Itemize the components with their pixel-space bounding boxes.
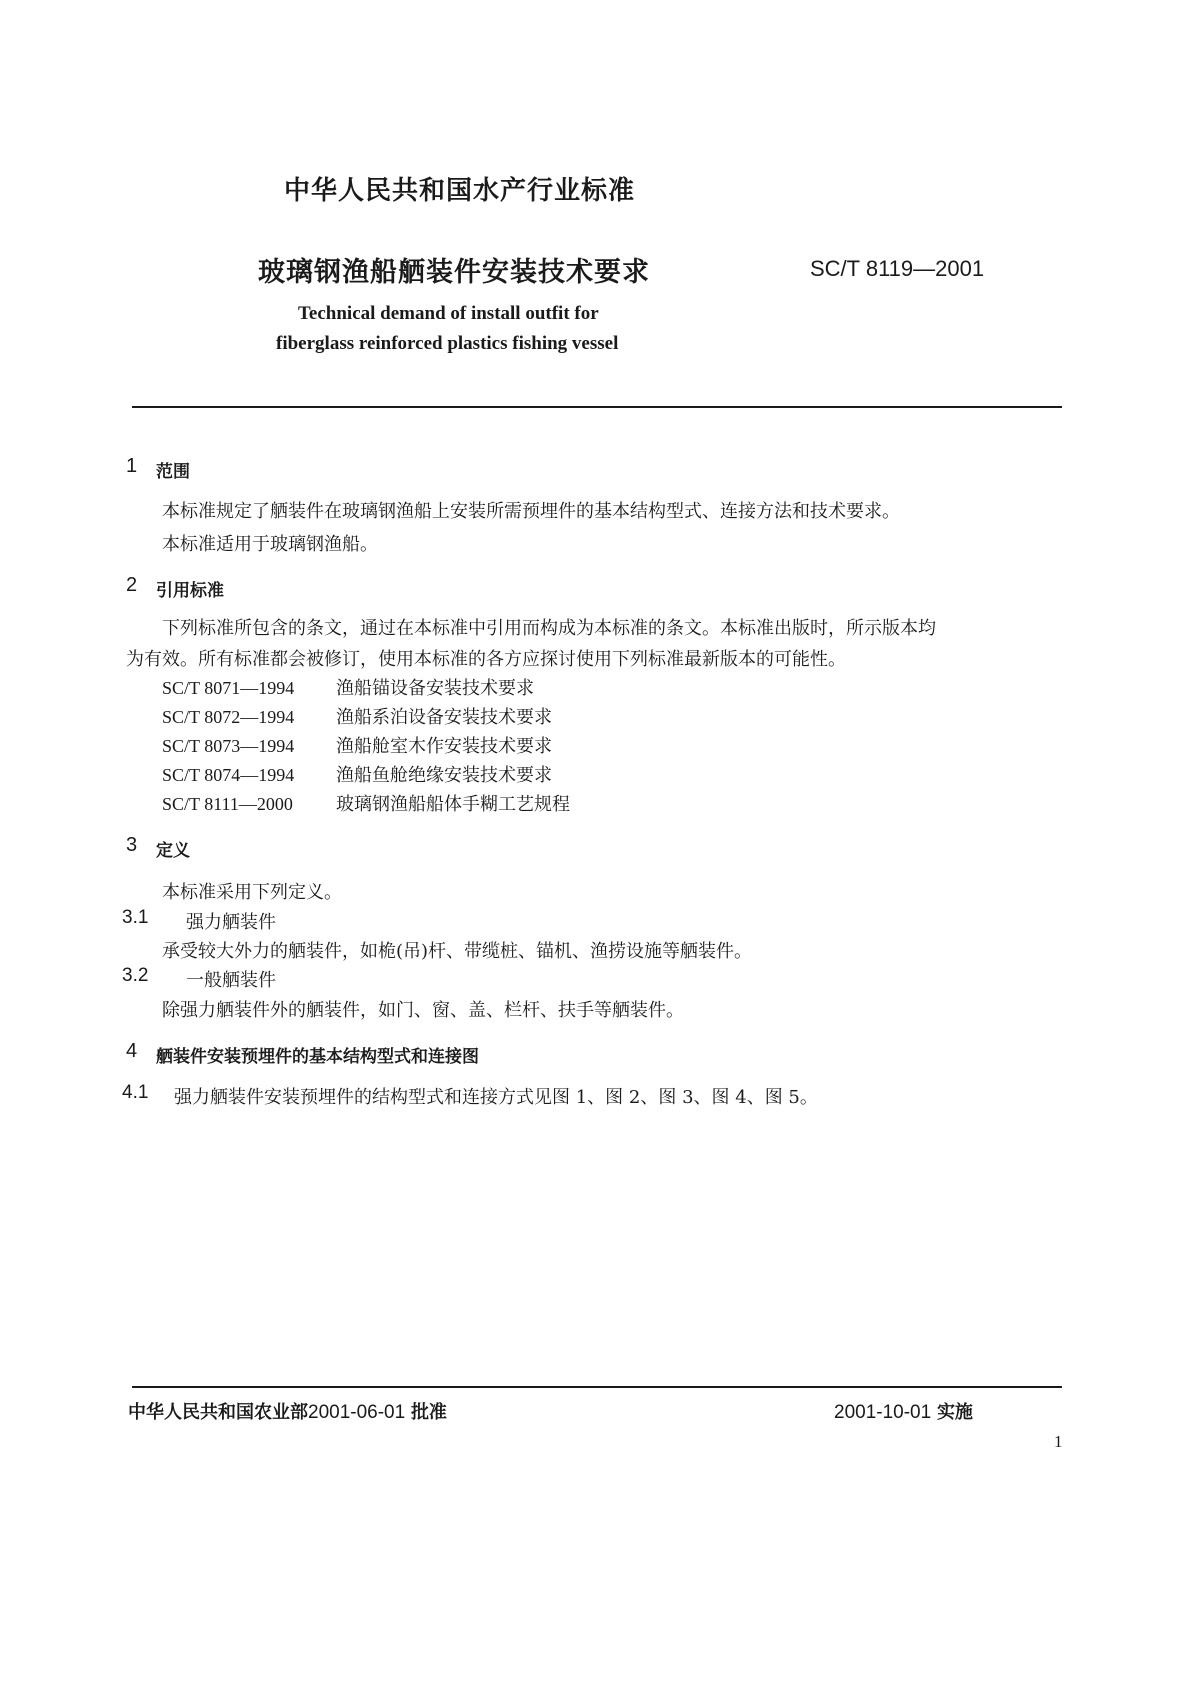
section-3-number: 3 bbox=[126, 834, 138, 856]
reference-code: SC/T 8073—1994 bbox=[162, 736, 295, 756]
reference-name: 渔船系泊设备安装技术要求 bbox=[336, 707, 552, 728]
effective-line bbox=[834, 1398, 973, 1424]
document-title-cn: 玻璃钢渔船舾装件安装技术要求 bbox=[258, 257, 650, 288]
approval-line bbox=[128, 1398, 447, 1424]
reference-code: SC/T 8074—1994 bbox=[162, 765, 295, 785]
standard-category: 中华人民共和国水产行业标准 bbox=[284, 176, 636, 206]
approval-org: 中华人民共和国农业部 bbox=[128, 1402, 308, 1423]
section-4-title: 舾装件安装预埋件的基本结构型式和连接图 bbox=[156, 1047, 479, 1067]
effective-label: 实施 bbox=[936, 1402, 973, 1423]
reference-code: SC/T 8072—1994 bbox=[162, 707, 295, 727]
definition-3-1-text: 承受较大外力的舾装件，如桅(吊)杆、带缆桩、锚机、渔捞设施等舾装件。 bbox=[162, 941, 753, 962]
section-1-paragraph-1: 本标准规定了舾装件在玻璃钢渔船上安装所需预埋件的基本结构型式、连接方法和技术要求。 bbox=[162, 501, 900, 522]
reference-name: 渔船鱼舱绝缘安装技术要求 bbox=[336, 765, 552, 786]
section-1-title: 范围 bbox=[156, 462, 190, 482]
section-3-title: 定义 bbox=[156, 841, 190, 861]
section-2-paragraph-line-1: 下列标准所包含的条文，通过在本标准中引用而构成为本标准的条文。本标准出版时，所示版本均 bbox=[162, 618, 936, 639]
page-number: 1 bbox=[1054, 1432, 1063, 1451]
section-2-number: 2 bbox=[126, 574, 138, 596]
definition-3-1-term: 强力舾装件 bbox=[186, 912, 276, 933]
reference-name: 渔船锚设备安装技术要求 bbox=[336, 678, 534, 699]
effective-date: 2001-10-01 bbox=[834, 1402, 932, 1423]
approval-label: 批准 bbox=[410, 1402, 447, 1423]
header-divider bbox=[132, 406, 1062, 408]
definition-3-2-text: 除强力舾装件外的舾装件，如门、窗、盖、栏杆、扶手等舾装件。 bbox=[162, 1000, 684, 1021]
section-1-paragraph-2: 本标准适用于玻璃钢渔船。 bbox=[162, 534, 378, 555]
reference-name: 玻璃钢渔船船体手糊工艺规程 bbox=[336, 794, 570, 815]
section-2-paragraph-line-2: 为有效。所有标准都会被修订，使用本标准的各方应探讨使用下列标准最新版本的可能性。 bbox=[126, 649, 846, 670]
subsection-4-1-text: 强力舾装件安装预埋件的结构型式和连接方式见图 1、图 2、图 3、图 4、图 5。 bbox=[174, 1087, 818, 1108]
reference-item bbox=[162, 703, 552, 729]
reference-code: SC/T 8071—1994 bbox=[162, 678, 295, 698]
definition-3-2-number: 3.2 bbox=[122, 965, 149, 986]
reference-item bbox=[162, 732, 552, 758]
document-title-en-line1: Technical demand of install outfit for bbox=[298, 303, 599, 324]
section-2-title: 引用标准 bbox=[156, 581, 224, 601]
standard-number: SC/T 8119—2001 bbox=[810, 256, 985, 281]
section-4-number: 4 bbox=[126, 1040, 138, 1062]
reference-code: SC/T 8111—2000 bbox=[162, 794, 293, 814]
subsection-4-1-number: 4.1 bbox=[122, 1082, 149, 1103]
document-title-en-line2: fiberglass reinforced plastics fishing vessel bbox=[276, 333, 619, 354]
section-3-intro: 本标准采用下列定义。 bbox=[162, 882, 342, 903]
reference-item bbox=[162, 761, 552, 787]
section-1-number: 1 bbox=[126, 455, 138, 477]
definition-3-1-number: 3.1 bbox=[122, 907, 149, 928]
footer-divider bbox=[132, 1386, 1062, 1388]
reference-name: 渔船舱室木作安装技术要求 bbox=[336, 736, 552, 757]
definition-3-2-term: 一般舾装件 bbox=[186, 970, 276, 991]
reference-item bbox=[162, 674, 534, 700]
reference-item bbox=[162, 790, 570, 816]
approval-date: 2001-06-01 bbox=[308, 1402, 406, 1423]
